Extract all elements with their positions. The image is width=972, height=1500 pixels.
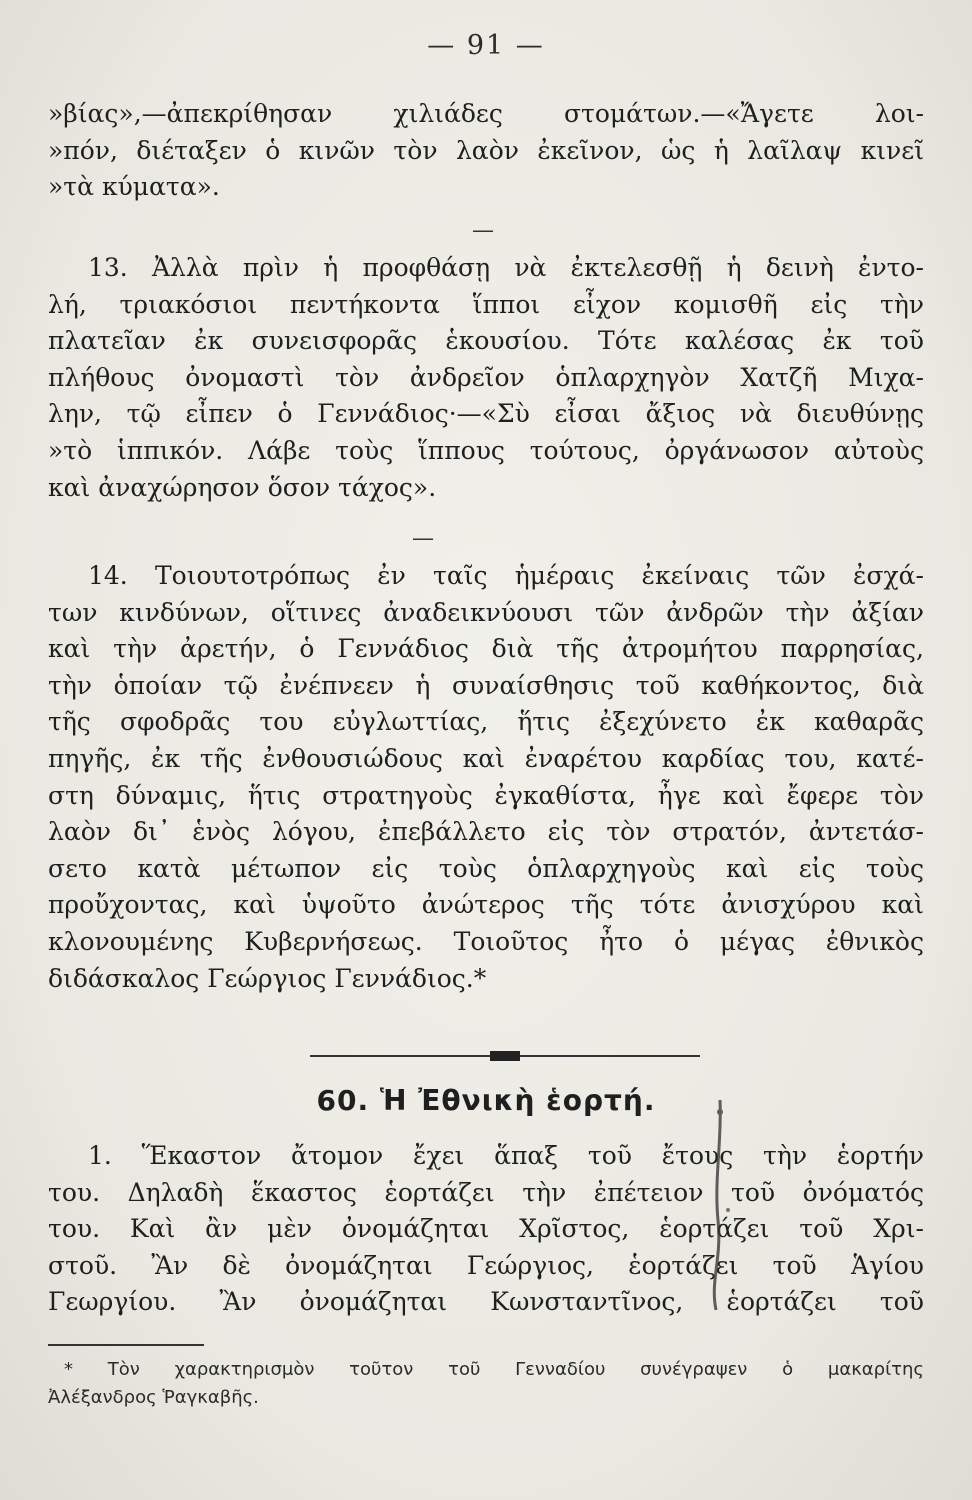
text-line: των κινδύνων, οἵτινες ἀναδεικνύουσι τῶν ἀνδρῶν τὴν ἀξίαν <box>48 597 924 627</box>
text-line: 13. Ἀλλὰ πρὶν ἡ προφθάσῃ νὰ ἐκτελεσθῇ ἡ δεινὴ ἐντο- <box>88 253 924 282</box>
text-line: διδάσκαλος Γεώργιος Γεννάδιος.* <box>48 963 487 993</box>
text-line: πλατεῖαν ἐκ συνεισφορᾶς ἑκουσίου. Τότε καλέσας ἐκ τοῦ <box>48 326 924 356</box>
text-line: »πόν, διέταξεν ὁ κινῶν τὸν λαὸν ἐκεῖνον, ὡς ἡ λαῖλαψ κινεῖ <box>48 135 924 165</box>
footnote <box>48 1356 924 1412</box>
paragraph-13 <box>48 250 924 506</box>
section-separator: — <box>472 218 494 243</box>
text-line: τῆς σφοδρᾶς του εὐγλωττίας, ἥτις ἐξεχύνετο ἐκ καθαρᾶς <box>48 707 924 737</box>
text-line: του. Καὶ ἂν μὲν ὀνομάζηται Χρῖστος, ἑορτάζει τοῦ Χρι- <box>48 1214 924 1244</box>
text-line: στη δύναμις, ἥτις στρατηγοὺς ἐγκαθίστα, ἦγε καὶ ἔφερε τὸν <box>48 780 924 810</box>
text-line: λην, τῷ εἶπεν ὁ Γεννάδιος·—«Σὺ εἶσαι ἄξιος νὰ διευθύνῃς <box>48 399 924 429</box>
text-line: 1. Ἕκαστον ἄτομον ἔχει ἅπαξ τοῦ ἔτους τὴν ἑορτήν <box>88 1141 924 1170</box>
text-line: πλήθους ὀνομαστὶ τὸν ἀνδρεῖον ὁπλαρχηγὸν Χατζῆ Μιχα- <box>48 362 924 392</box>
page-number: — 91 — <box>427 30 545 61</box>
text-line: »βίας»,—ἀπεκρίθησαν χιλιάδες στομάτων.—«Ἄγετε λοι- <box>48 99 924 128</box>
text-line: σετο κατὰ μέτωπον εἰς τοὺς ὁπλαρχηγοὺς καὶ εἰς τοὺς <box>48 853 924 883</box>
text-line: πηγῆς, ἐκ τῆς ἐνθουσιώδους καὶ ἐναρέτου καρδίας του, κατέ- <box>48 743 924 773</box>
text-line: καὶ τὴν ἀρετήν, ὁ Γεννάδιος διὰ τῆς ἀτρομήτου παρρησίας, <box>48 634 924 664</box>
footnote-line: * Τὸν χαρακτηρισμὸν τοῦτον τοῦ Γενναδίου συνέγραψεν ὁ μακαρίτης <box>64 1359 924 1380</box>
text-line: λή, τριακόσιοι πεντήκοντα ἵπποι εἶχον κομισθῆ εἰς τὴν <box>48 289 924 319</box>
text-line: στοῦ. Ἂν δὲ ὀνομάζηται Γεώργιος, ἑορτάζει τοῦ Ἁγίου <box>48 1250 924 1280</box>
paragraph-12-end <box>48 96 924 206</box>
text-line: Γεωργίου. Ἂν ὀνομάζηται Κωνσταντῖνος, ἑορτάζει τοῦ <box>48 1287 924 1317</box>
section-separator: — <box>412 526 434 551</box>
text-line: λαὸν δι᾽ ἑνὸς λόγου, ἐπεβάλλετο εἰς τὸν στρατόν, ἀντετάσ- <box>48 817 924 847</box>
text-line: 14. Τοιουτοτρόπως ἐν ταῖς ἡμέραις ἐκείναις τῶν ἐσχά- <box>88 561 924 590</box>
section-60-paragraph-1 <box>48 1138 924 1321</box>
footnote-rule <box>48 1344 204 1346</box>
footnote-line: Ἀλέξανδρος Ῥαγκαβῆς. <box>48 1387 259 1408</box>
section-heading: 60. Ἡ Ἐθνικὴ ἑορτή. <box>316 1084 656 1117</box>
text-line: τὴν ὁποίαν τῷ ἐνέπνεεν ἡ συναίσθησις τοῦ καθήκοντος, διὰ <box>48 670 924 700</box>
text-line: καὶ ἀναχώρησον ὅσον τάχος». <box>48 472 437 502</box>
text-line: »τὰ κύματα». <box>48 172 220 202</box>
text-line: κλονουμένης Κυβερνήσεως. Τοιοῦτος ἦτο ὁ μέγας ἐθνικὸς <box>48 926 924 956</box>
paragraph-14 <box>48 558 924 997</box>
text-line: προὔχοντας, καὶ ὑψοῦτο ἀνώτερος τῆς τότε ἀνισχύρου καὶ <box>48 890 924 920</box>
text-line: του. Δηλαδὴ ἕκαστος ἑορτάζει τὴν ἐπέτειον τοῦ ὀνόματός <box>48 1177 924 1207</box>
text-line: »τὸ ἱππικόν. Λάβε τοὺς ἵππους τούτους, ὀργάνωσον αὐτοὺς <box>48 435 924 465</box>
ink-stain-mark <box>700 1100 740 1310</box>
section-divider-ornament <box>490 1051 520 1061</box>
